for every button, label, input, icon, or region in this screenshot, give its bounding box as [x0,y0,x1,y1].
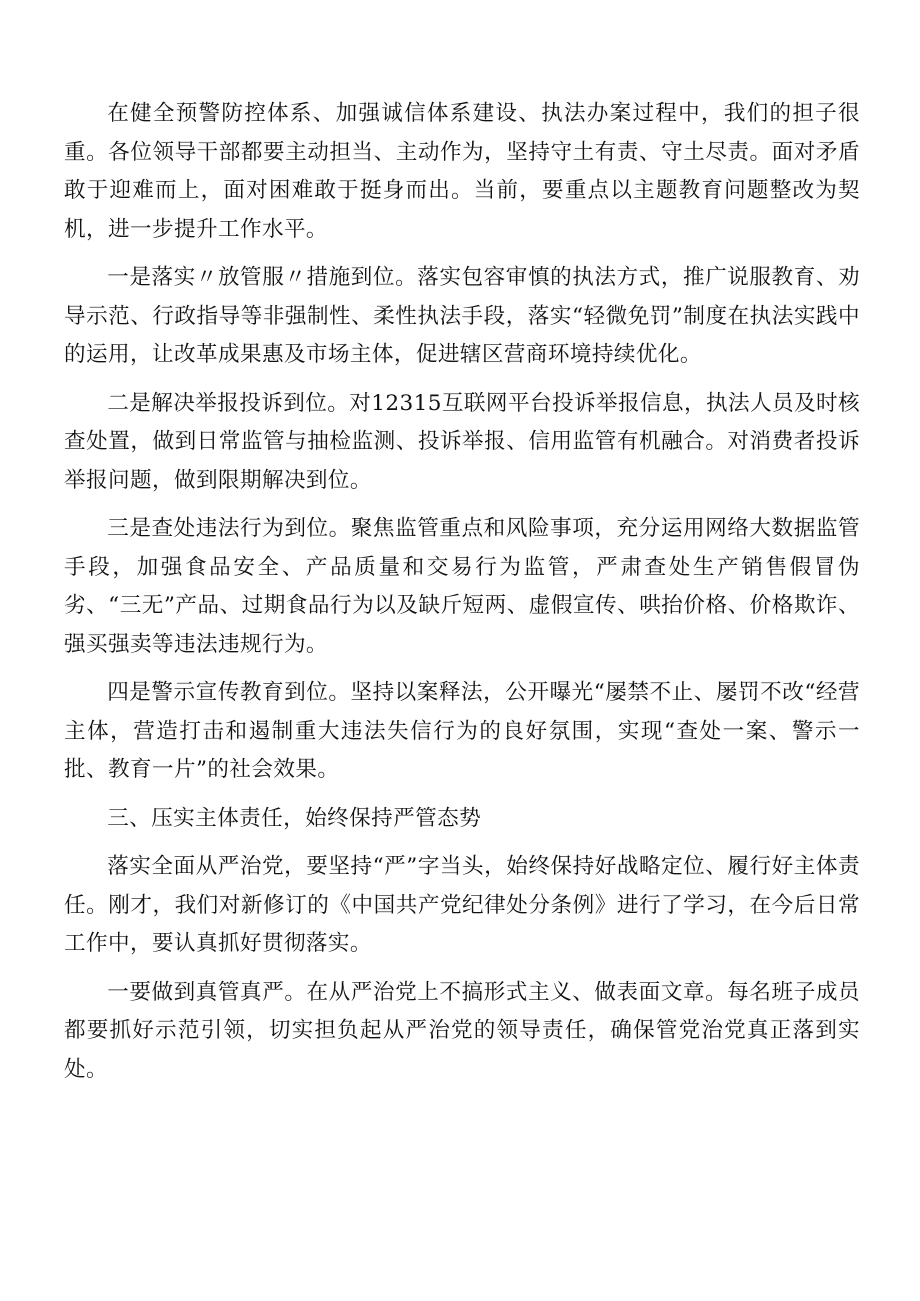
section-heading-3: 三、压实主体责任，始终保持严管态势 [107,805,482,831]
paragraph-intro: 在健全预警防控体系、加强诚信体系建设、执法办案过程中，我们的担子很重。各位领导干部都要主动担当、主动作为，坚持守土有责、守土尽责。面对矛盾敢于迎难而上，面对困难敢于挺身而出。当前，要重点以主题教育问题整改为契机，进一步提升工作水平。 [64,101,860,242]
paragraph-point-3: 三是查处违法行为到位。聚焦监管重点和风险事项，充分运用网络大数据监管手段，加强食品安全、产品质量和交易行为监管，严肃查处生产销售假冒伪劣、“三无”产品、过期食品行为以及缺斤短两、虚假宣传、哄抬价格、价格欺诈、强买强卖等违法违规行为。 [64,516,860,657]
document-body [64,95,860,1099]
paragraph-section-3-point-1: 一要做到真管真严。在从严治党上不搞形式主义、做表面文章。每名班子成员都要抓好示范引领，切实担负起从严治党的领导责任，确保管党治党真正落到实处。 [64,979,860,1082]
paragraph-point-4: 四是警示宣传教育到位。坚持以案释法，公开曝光“屡禁不止、屡罚不改“经营主体，营造打击和遏制重大违法失信行为的良好氛围，实现“查处一案、警示一批、教育一片”的社会效果。 [64,680,860,782]
paragraph-point-1: 一是落实〃放管服〃措施到位。落实包容审慎的执法方式，推广说服教育、劝导示范、行政指导等非强制性、柔性执法手段，落实“轻微免罚”制度在执法实践中的运用，让改革成果惠及市场主体，促进辖区营商环境持续优化。 [64,265,860,367]
paragraph-section-3-intro: 落实全面从严治党，要坚持“严”字当头，始终保持好战略定位、履行好主体责任。刚才，我们对新修订的《中国共产党纪律处分条例》进行了学习，在今后日常工作中，要认真抓好贯彻落实。 [64,854,860,956]
paragraph-point-2: 二是解决举报投诉到位。对12315互联网平台投诉举报信息，执法人员及时核查处置，做到日常监管与抽检监测、投诉举报、信用监管有机融合。对消费者投诉举报问题，做到限期解决到位。 [64,390,860,493]
